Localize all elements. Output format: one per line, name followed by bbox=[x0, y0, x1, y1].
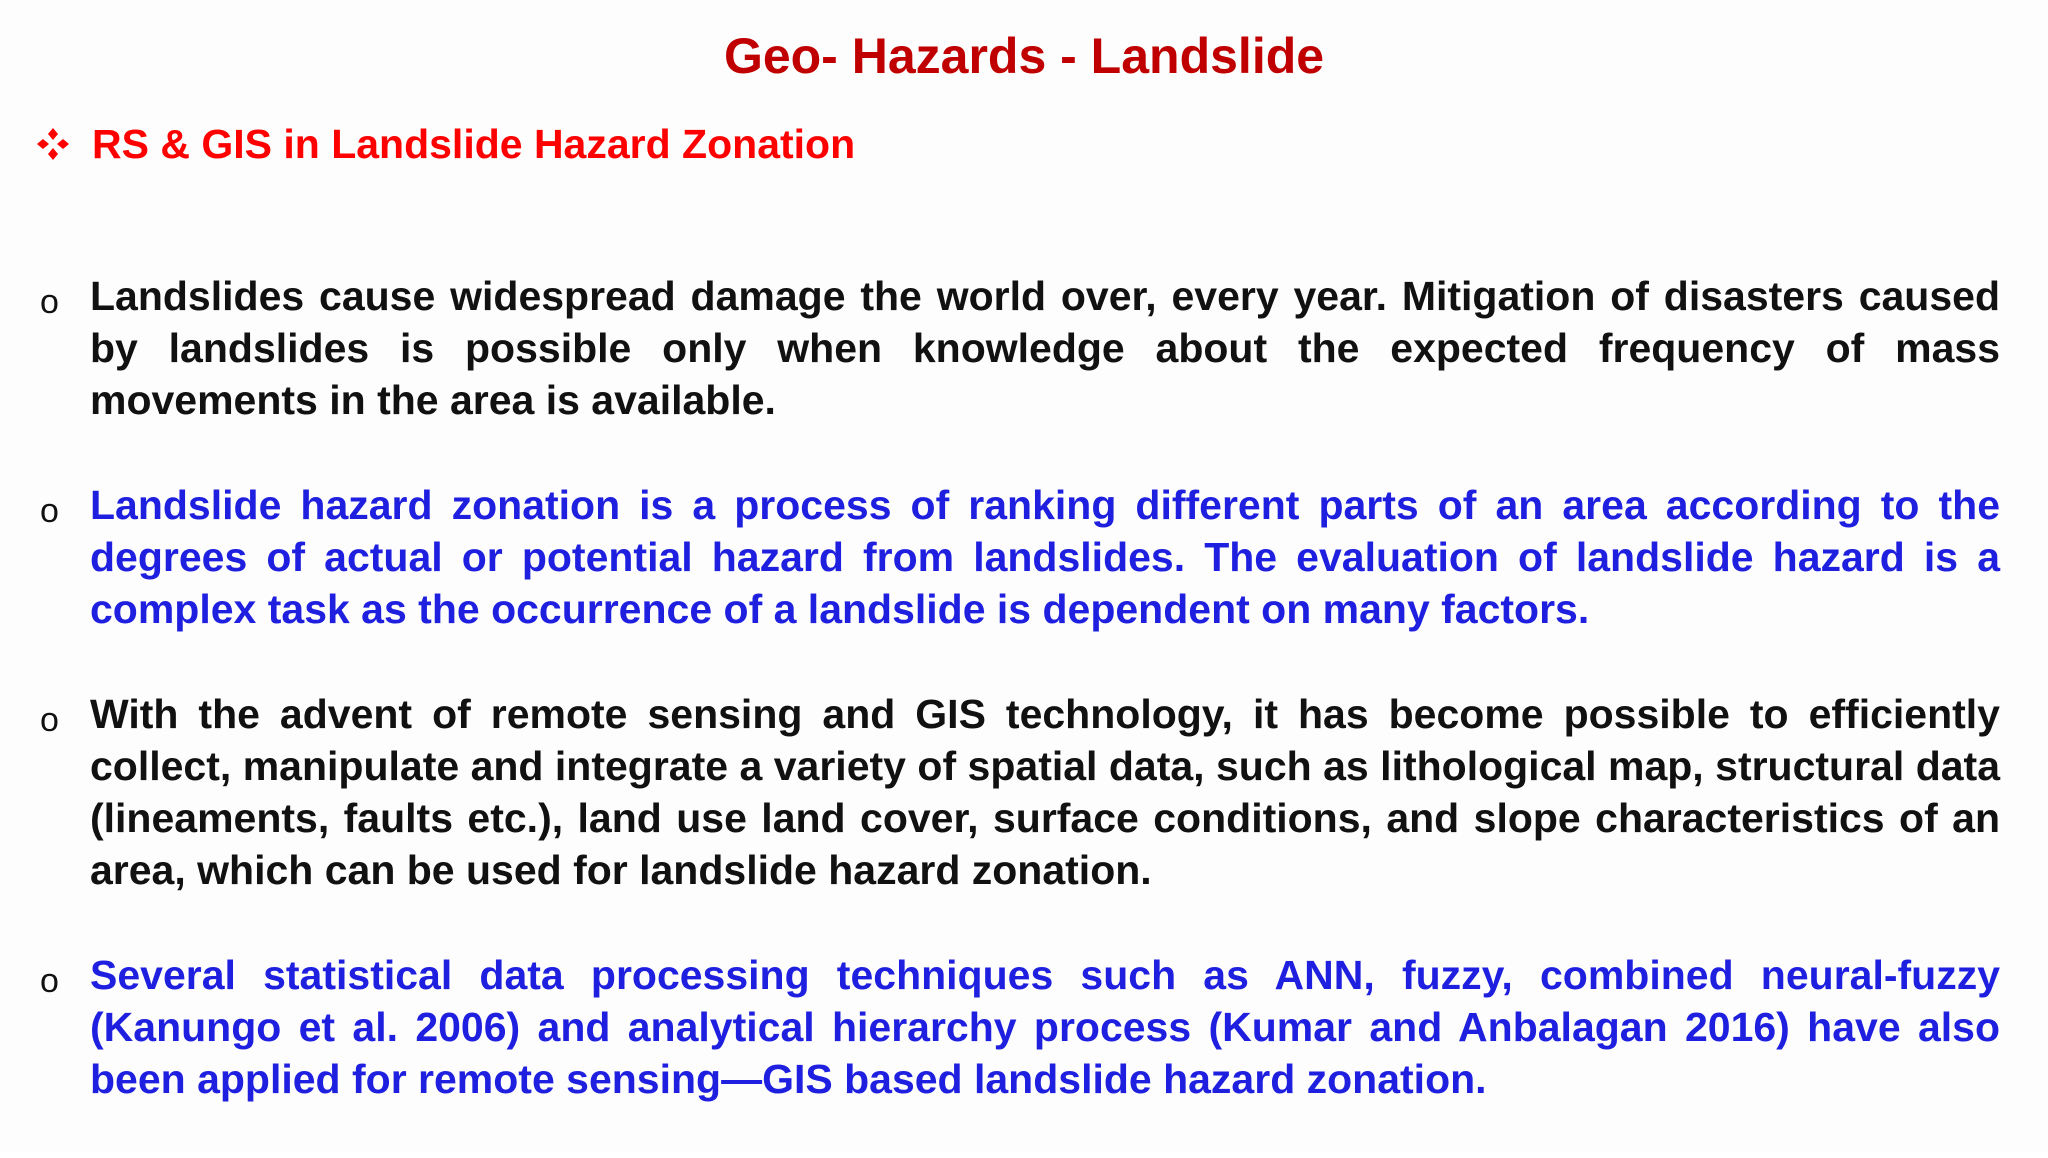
bullet-item bbox=[40, 949, 2010, 1105]
circle-bullet-icon: o bbox=[40, 492, 59, 530]
circle-bullet-icon: o bbox=[40, 962, 59, 1000]
bullet-item bbox=[40, 270, 2010, 426]
slide-subtitle: RS & GIS in Landslide Hazard Zonation bbox=[92, 121, 856, 167]
subtitle-row bbox=[36, 114, 855, 174]
bullet-list bbox=[40, 270, 2010, 1158]
bullet-text: Several statistical data processing techniques such as ANN, fuzzy, combined neural-fuzzy (Kanungo et al. 2006) and analytical hierarchy process (Kumar and Anbalagan 2016) have also been applied for remote sensing—GIS based landslide hazard zonation. bbox=[90, 952, 2000, 1102]
bullet-text: With the advent of remote sensing and GIS technology, it has become possible to efficiently collect, manipulate and integrate a variety of spatial data, such as lithological map, structural data (lineaments, faults etc.), land use land cover, surface conditions, and slope characteristics of an area, which can be used for landslide hazard zonation. bbox=[90, 691, 2000, 893]
bullet-item bbox=[40, 479, 2010, 635]
bullet-text: Landslides cause widespread damage the world over, every year. Mitigation of disasters caused by landslides is possible only when knowledge about the expected frequency of mass movements in the area is available. bbox=[90, 273, 2000, 423]
bullet-text: Landslide hazard zonation is a process of ranking different parts of an area according to the degrees of actual or potential hazard from landslides. The evaluation of landslide hazard is a complex task as the occurrence of a landslide is dependent on many factors. bbox=[90, 482, 2000, 632]
four-diamond-icon bbox=[36, 127, 70, 161]
bullet-item bbox=[40, 688, 2010, 896]
circle-bullet-icon: o bbox=[40, 701, 59, 739]
circle-bullet-icon: o bbox=[40, 283, 59, 321]
slide-title: Geo- Hazards - Landslide bbox=[723, 28, 1325, 84]
